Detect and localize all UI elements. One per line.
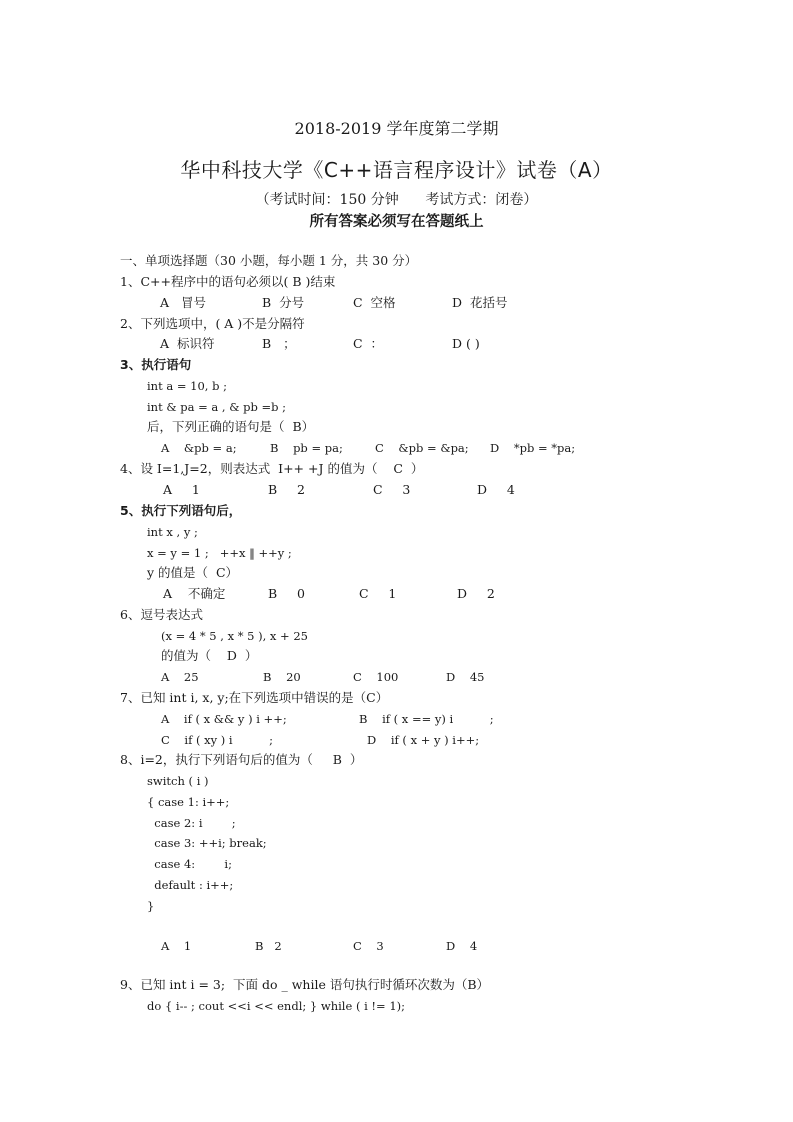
code-line: default : i++; bbox=[147, 878, 234, 892]
question-prompt: 的值为（ D ） bbox=[161, 648, 258, 663]
option-b: B 0 bbox=[268, 586, 306, 601]
option-b: B pb = pa; bbox=[270, 441, 343, 455]
option-b: B 分号 bbox=[262, 295, 305, 310]
code-line: { case 1: i++; bbox=[147, 795, 230, 809]
exam-title: 华中科技大学《C++语言程序设计》试卷（A） bbox=[180, 158, 613, 182]
option-d: D *pb = *pa; bbox=[490, 441, 576, 455]
question-stem: 3、执行语句 bbox=[120, 357, 192, 372]
option-c: C 3 bbox=[373, 482, 411, 497]
option-c: C 100 bbox=[353, 670, 399, 684]
question-stem: 6、逗号表达式 bbox=[120, 607, 203, 622]
code-line: int a = 10, b ; bbox=[147, 379, 228, 393]
option-a: A 冒号 bbox=[160, 295, 206, 310]
option-a: A 25 bbox=[161, 670, 199, 684]
question-prompt: y 的值是（ C） bbox=[147, 565, 239, 580]
option-c: C &pb = &pa; bbox=[375, 441, 469, 455]
option-d: D 4 bbox=[446, 939, 478, 953]
option-d: D 45 bbox=[446, 670, 485, 684]
code-line: do { i-- ; cout <<i << endl; } while ( i != 1); bbox=[147, 999, 406, 1013]
option-d: D 花括号 bbox=[452, 295, 508, 310]
section-title: 一、单项选择题（30 小题，每小题 1 分，共 30 分） bbox=[120, 253, 418, 268]
option-a: A 1 bbox=[161, 939, 192, 953]
question-stem: 7、已知 int i, x, y;在下列选项中错误的是（C） bbox=[120, 690, 389, 705]
code-line: case 2: i ; bbox=[147, 816, 236, 830]
semester-heading: 2018-2019 学年度第二学期 bbox=[294, 119, 499, 138]
option-c: C 3 bbox=[353, 939, 384, 953]
code-line: x = y = 1 ; ++x ‖ ++y ; bbox=[147, 546, 292, 560]
code-line: switch ( i ) bbox=[147, 774, 209, 788]
question-stem: 1、C++程序中的语句必须以( B )结束 bbox=[120, 274, 336, 289]
option-b: B 20 bbox=[263, 670, 301, 684]
answer-notice: 所有答案必须写在答题纸上 bbox=[309, 214, 484, 230]
code-line: int x , y ; bbox=[147, 525, 198, 539]
option-b: B 2 bbox=[268, 482, 306, 497]
question-stem: 5、执行下列语句后， bbox=[120, 503, 242, 518]
code-line: case 4: i; bbox=[147, 857, 232, 871]
code-line: } bbox=[147, 899, 155, 913]
option-c: C ： bbox=[353, 336, 384, 351]
code-line: int & pa = a , & pb =b ; bbox=[147, 400, 287, 414]
option-b: B ； bbox=[262, 336, 296, 351]
option-d: D ( ) bbox=[452, 336, 480, 351]
code-line: case 3: ++i; break; bbox=[147, 836, 267, 850]
option-d: D 2 bbox=[457, 586, 495, 601]
option-c: C 1 bbox=[359, 586, 397, 601]
option-a: A 不确定 bbox=[163, 586, 226, 601]
exam-info: （考试时间：150 分钟 考试方式：闭卷） bbox=[255, 192, 538, 208]
option-b: B if ( x == y) i ; bbox=[359, 712, 494, 726]
option-d: D if ( x + y ) i++; bbox=[367, 733, 480, 747]
question-stem: 2、下列选项中，( A )不是分隔符 bbox=[120, 316, 305, 331]
question-stem: 9、已知 int i = 3; 下面 do _ while 语句执行时循环次数为（B） bbox=[120, 977, 490, 992]
question-prompt: 后，下列正确的语句是（ B） bbox=[147, 419, 315, 434]
option-c: C if ( xy ) i ; bbox=[161, 733, 274, 747]
option-d: D 4 bbox=[477, 482, 515, 497]
option-a: A if ( x && y ) i ++; bbox=[161, 712, 287, 726]
option-a: A 标识符 bbox=[160, 336, 215, 351]
question-stem: 8、i=2，执行下列语句后的值为（ B ） bbox=[120, 752, 363, 767]
code-line: (x = 4 * 5 , x * 5 ), x + 25 bbox=[161, 629, 308, 643]
option-a: A 1 bbox=[163, 482, 200, 497]
option-a: A &pb = a; bbox=[161, 441, 237, 455]
question-stem: 4、设 I=1,J=2，则表达式 I++ +J 的值为（ C ） bbox=[120, 461, 424, 476]
option-c: C 空格 bbox=[353, 295, 396, 310]
option-b: B 2 bbox=[255, 939, 282, 953]
